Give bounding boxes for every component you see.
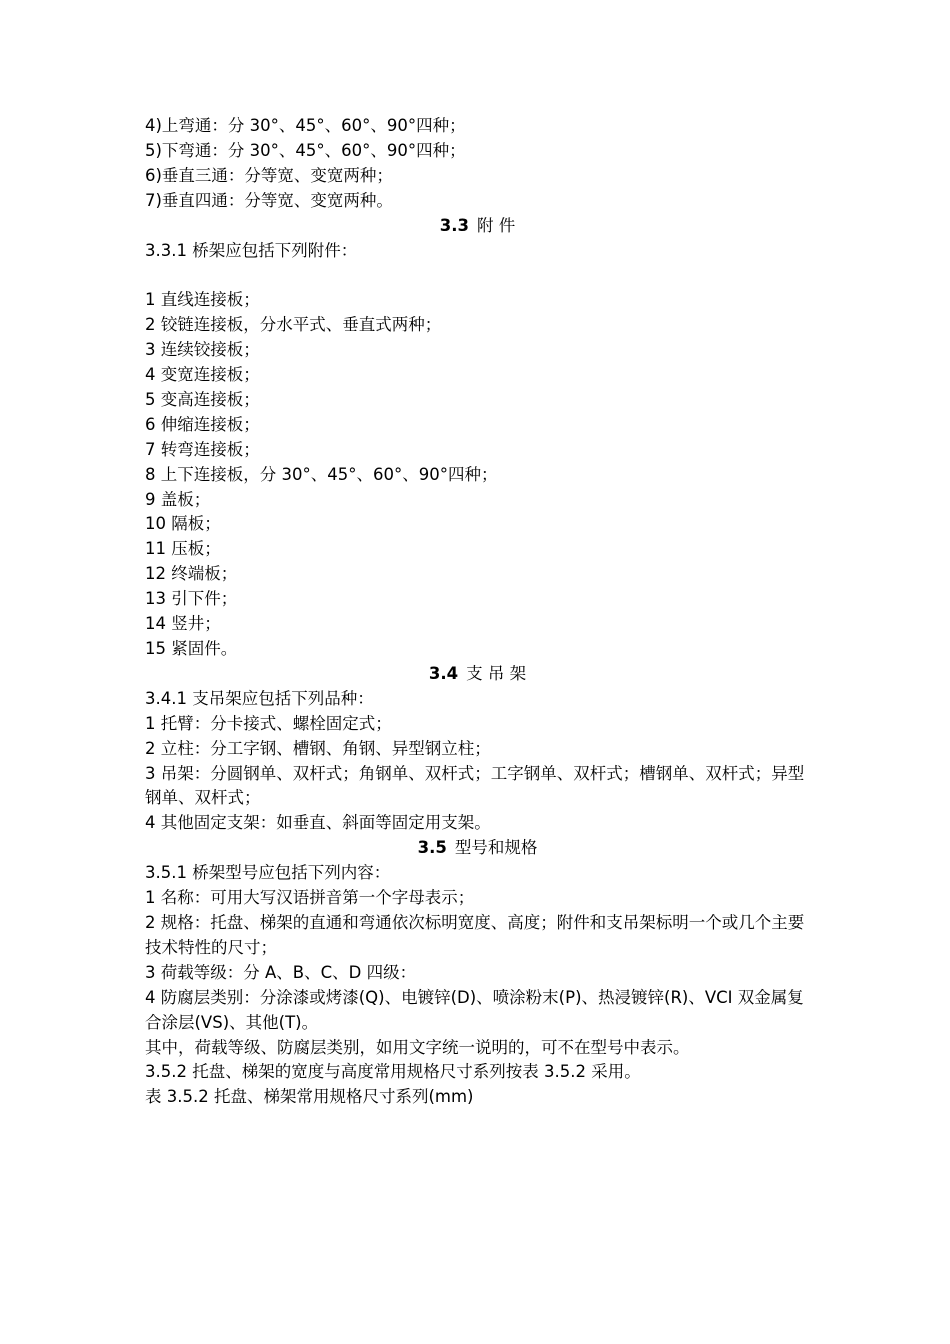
list-item: 2 铰链连接板，分水平式、垂直式两种； <box>145 315 442 335</box>
section-number: 3.4 <box>428 663 459 683</box>
list-item: 7 转弯连接板； <box>145 439 260 459</box>
list-item: 6)垂直三通：分等宽、变宽两种； <box>145 165 393 185</box>
list-item: 3 吊架：分圆钢单、双杆式；角钢单、双杆式；工字钢单、双杆式；槽钢单、双杆式；异型钢单、双杆式； <box>145 763 805 808</box>
section-title: 附 件 <box>476 215 516 235</box>
list-item: 12 终端板； <box>145 564 238 584</box>
note-paragraph: 其中，荷载等级、防腐层类别，如用文字统一说明的，可不在型号中表示。 <box>145 1037 690 1057</box>
list-item: 14 竖井； <box>145 614 221 634</box>
list-item: 13 引下件； <box>145 589 238 609</box>
list-item: 4 变宽连接板； <box>145 365 260 385</box>
list-item: 6 伸缩连接板； <box>145 414 260 434</box>
clause-3-3-1: 3.3.1 桥架应包括下列附件： <box>145 240 358 260</box>
list-item: 1 托臂：分卡接式、螺栓固定式； <box>145 713 392 733</box>
list-item: 4 防腐层类别：分涂漆或烤漆(Q)、电镀锌(D)、喷涂粉末(P)、热浸镀锌(R)、VCI 双金属复合涂层(VS)、其他(T)。 <box>145 987 804 1032</box>
table-caption: 表 3.5.2 托盘、梯架常用规格尺寸系列(mm) <box>145 1087 474 1107</box>
section-number: 3.3 <box>439 215 469 235</box>
list-item: 5 变高连接板； <box>145 389 260 409</box>
list-item: 11 压板； <box>145 539 221 559</box>
section-title: 型号和规格 <box>454 838 538 858</box>
list-item: 10 隔板； <box>145 514 221 534</box>
list-item: 7)垂直四通：分等宽、变宽两种。 <box>145 190 393 210</box>
list-item: 3 连续铰接板； <box>145 340 260 360</box>
list-item: 2 规格：托盘、梯架的直通和弯通依次标明宽度、高度；附件和支吊架标明一个或几个主要技术特性的尺寸； <box>145 912 805 957</box>
list-item: 4)上弯通：分 30°、45°、60°、90°四种； <box>145 116 466 135</box>
list-item: 5)下弯通：分 30°、45°、60°、90°四种； <box>145 140 466 160</box>
list-item: 1 直线连接板； <box>145 290 260 310</box>
clause-3-5-2: 3.5.2 托盘、梯架的宽度与高度常用规格尺寸系列按表 3.5.2 采用。 <box>145 1062 641 1082</box>
list-item: 1 名称：可用大写汉语拼音第一个字母表示； <box>145 888 475 908</box>
list-item: 4 其他固定支架：如垂直、斜面等固定用支架。 <box>145 813 491 833</box>
list-item: 3 荷载等级：分 A、B、C、D 四级： <box>145 962 417 982</box>
clause-3-4-1: 3.4.1 支吊架应包括下列品种： <box>145 688 374 708</box>
clause-3-5-1: 3.5.1 桥架型号应包括下列内容： <box>145 863 391 883</box>
section-number: 3.5 <box>417 838 447 858</box>
list-item: 15 紧固件。 <box>145 639 238 659</box>
section-heading-3-5 <box>145 836 810 861</box>
list-item: 2 立柱：分工字钢、槽钢、角钢、异型钢立柱； <box>145 738 491 758</box>
list-item: 9 盖板； <box>145 489 211 509</box>
section-heading-3-4 <box>145 662 810 687</box>
list-item: 8 上下连接板，分 30°、45°、60°、90°四种； <box>145 464 498 484</box>
blank-line <box>145 263 810 288</box>
section-title: 支 吊 架 <box>466 663 527 683</box>
section-heading-3-3 <box>145 214 810 239</box>
document-page <box>145 114 810 1110</box>
